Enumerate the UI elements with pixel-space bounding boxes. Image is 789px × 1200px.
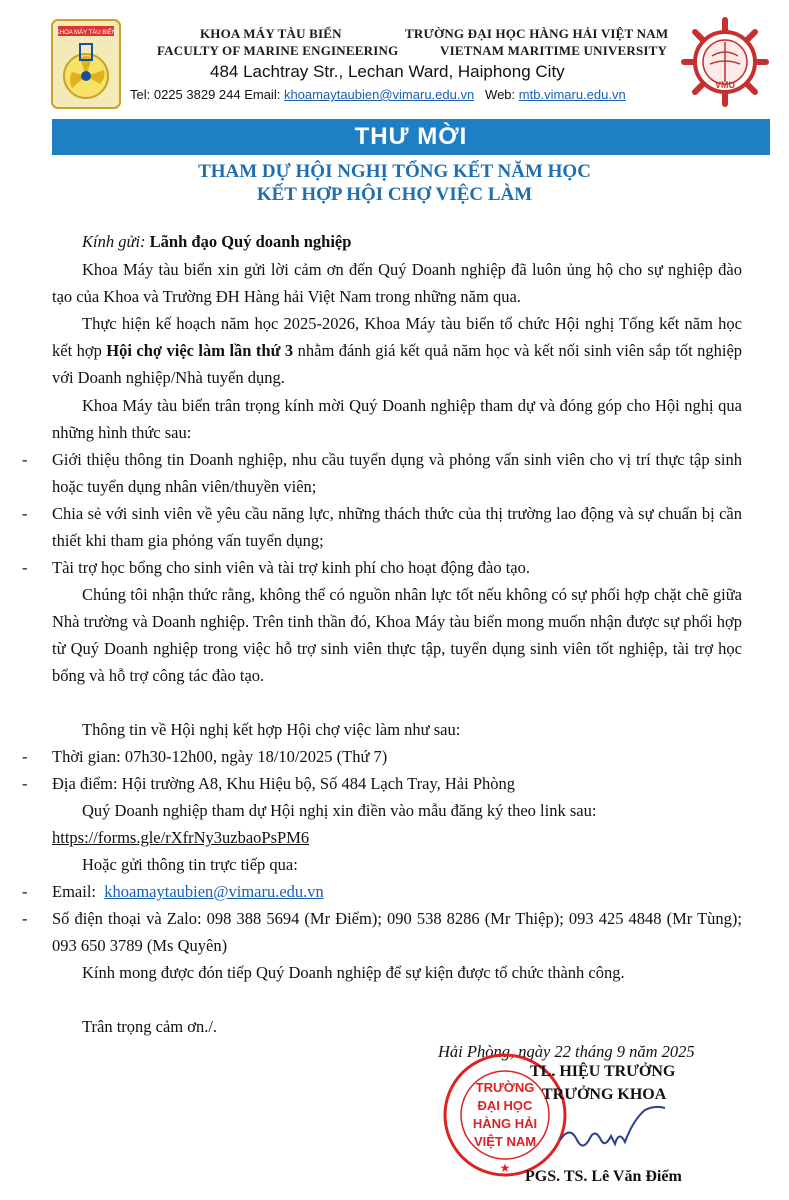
email-link[interactable]: khoamaytaubien@vimaru.edu.vn	[104, 882, 324, 901]
svg-text:HÀNG HẢI: HÀNG HẢI	[472, 1116, 538, 1131]
bullet-text: Tài trợ học bổng cho sinh viên và tài trợ kinh phí cho hoạt động đào tạo.	[52, 558, 530, 577]
signature-date: Hải Phòng, ngày 22 tháng 9 năm 2025	[438, 1042, 695, 1061]
time-text: Thời gian: 07h30-12h00, ngày 18/10/2025 (Thứ 7)	[52, 747, 388, 766]
contact-line	[130, 87, 626, 102]
web-label: Web:	[485, 87, 516, 102]
university-logo	[680, 16, 770, 108]
svg-text:VMU: VMU	[715, 80, 735, 90]
time-item	[22, 743, 742, 770]
place-item	[22, 770, 742, 797]
subtitle-line-2: KẾT HỢP HỘI CHỢ VIỆC LÀM	[256, 184, 533, 205]
bullet-dash: -	[22, 450, 28, 469]
list-item	[22, 446, 742, 500]
place-text: Địa điểm: Hội trường A8, Khu Hiệu bộ, Số 484 Lạch Tray, Hải Phòng	[52, 774, 515, 793]
contact-intro: Hoặc gửi thông tin trực tiếp qua:	[82, 855, 298, 874]
closing-paragraph: Kính mong được đón tiếp Quý Doanh nghiệp để sự kiện được tổ chức thành công.	[82, 963, 625, 982]
list-item	[22, 500, 742, 554]
bullet-dash: -	[22, 774, 28, 793]
svg-text:TRƯỜNG: TRƯỜNG	[475, 1080, 535, 1095]
email-line	[52, 878, 742, 905]
signature-role-1: TL. HIỆU TRƯỞNG	[530, 1063, 676, 1080]
university-name-en: VIETNAM MARITIME UNIVERSITY	[440, 43, 668, 58]
paragraph-cooperation: Chúng tôi nhận thức rằng, không thể có nguồn nhân lực tốt nếu không có sự phối hợp chặt chẽ giữa Nhà trường và Doanh nghiệp. Trên tinh thần đó, Khoa Máy tàu biển mong muốn nhận được sự phối hợp từ Quý Doanh nghiệp trong việc hỗ trợ sinh viên thực tập, tuyển dụng sinh viên tốt nghiệp, tài trợ học bổng và hỗ trợ công tác đào tạo.	[52, 585, 742, 685]
list-item	[22, 554, 742, 581]
bullet-dash: -	[22, 909, 28, 928]
phone-text: Số điện thoại và Zalo: 098 388 5694 (Mr Điểm); 090 538 8286 (Mr Thiệp); 093 425 4848 (Mr Tùng); 093 650 3789 (Ms Quyên)	[52, 909, 742, 955]
phone-item	[22, 905, 742, 959]
header-web-link[interactable]: mtb.vimaru.edu.vn	[518, 87, 626, 102]
paragraph-invite: Khoa Máy tàu biển trân trọng kính mời Quý Doanh nghiệp tham dự và đóng góp cho Hội nghị qua những hình thức sau:	[52, 396, 742, 442]
paragraph-plan	[52, 310, 742, 391]
paragraph-plan-bold: Hội chợ việc làm lần thứ 3	[106, 341, 294, 360]
bullet-text: Giới thiệu thông tin Doanh nghiệp, nhu cầu tuyển dụng và phỏng vấn sinh viên cho vị trí thực tập sinh hoặc tuyển dụng nhân viên/thuyền viên;	[52, 450, 742, 496]
paragraph-info-intro: Thông tin về Hội nghị kết hợp Hội chợ việc làm như sau:	[82, 720, 461, 739]
subtitle-line-1: THAM DỰ HỘI NGHỊ TỔNG KẾT NĂM HỌC	[198, 161, 591, 182]
salutation-recipient: Lãnh đạo Quý doanh nghiệp	[149, 232, 352, 251]
email-label: Email:	[52, 882, 96, 901]
register-form-link[interactable]: https://forms.gle/rXfrNy3uzbaoPsPM6	[52, 828, 310, 847]
signer-name: PGS. TS. Lê Văn Điểm	[525, 1168, 682, 1185]
paragraph-plan-b: nhằm đánh giá kết quả năm học và kết nối sinh viên sắp tốt nghiệp với Doanh nghiệp/Nhà tuyển dụng.	[52, 341, 743, 387]
faculty-logo	[50, 18, 122, 110]
svg-text:★: ★	[499, 1161, 511, 1175]
svg-text:KHOA MÁY TÀU BIỂN: KHOA MÁY TÀU BIỂN	[55, 30, 117, 36]
tel-label: Tel: 0225 3829 244 Email:	[130, 87, 281, 102]
salutation-label: Kính gửi:	[82, 232, 146, 251]
bullet-dash: -	[22, 558, 28, 577]
register-text: Quý Doanh nghiệp tham dự Hội nghị xin điền vào mẫu đăng ký theo link sau:	[82, 801, 597, 820]
paragraph-plan-a: Thực hiện kế hoạch năm học 2025-2026, Khoa Máy tàu biển tổ chức Hội nghị Tổng kết năm học kết hợp	[52, 314, 742, 360]
header-email-link[interactable]: khoamaytaubien@vimaru.edu.vn	[283, 87, 475, 102]
bullet-dash: -	[22, 747, 28, 766]
faculty-name-en: FACULTY OF MARINE ENGINEERING	[157, 43, 399, 58]
address: 484 Lachtray Str., Lechan Ward, Haiphong City	[210, 62, 565, 81]
closing-thanks: Trân trọng cảm ơn./.	[82, 1017, 218, 1036]
bullet-text: Chia sẻ với sinh viên về yêu cầu năng lực, những thách thức của thị trường lao động và sự chuẩn bị cần thiết khi tham gia phỏng vấn tuyển dụng;	[52, 504, 742, 550]
svg-text:ĐẠI HỌC: ĐẠI HỌC	[477, 1098, 533, 1113]
title-bar: THƯ MỜI	[52, 119, 770, 155]
handwritten-signature	[555, 1100, 695, 1160]
university-name-vn: TRƯỜNG ĐẠI HỌC HÀNG HẢI VIỆT NAM	[405, 26, 669, 41]
bullet-dash: -	[22, 882, 28, 901]
paragraph-thanks: Khoa Máy tàu biển xin gửi lời cảm ơn đến Quý Doanh nghiệp đã luôn ủng hộ cho sự nghiệp đào tạo của Khoa và Trường ĐH Hàng hải Việt Nam trong những năm qua.	[52, 260, 742, 306]
email-item	[22, 878, 742, 905]
signature-role-2: TRƯỞNG KHOA	[542, 1086, 667, 1103]
bullet-dash: -	[22, 504, 28, 523]
faculty-name-vn: KHOA MÁY TÀU BIỂN	[200, 26, 342, 41]
salutation	[82, 228, 351, 255]
svg-text:VIỆT NAM: VIỆT NAM	[473, 1134, 537, 1149]
